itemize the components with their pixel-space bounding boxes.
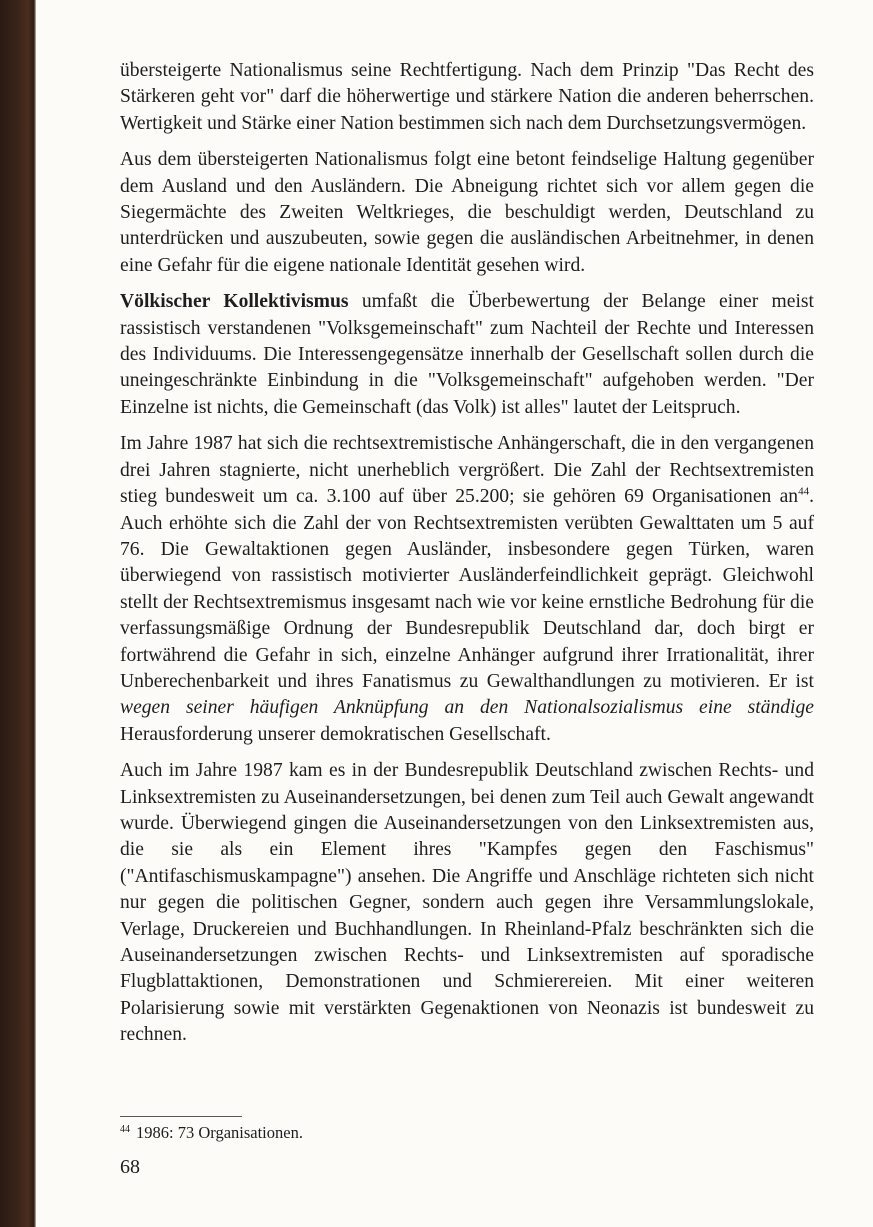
paragraph-text: . Auch erhöhte sich die Zahl der von Rechtsextremisten verübten Gewalttaten um 5 auf 76. Die Gewaltaktionen gegen Ausländer, insbesondere gegen Türken, waren überwiegend von rassistisch motivierter Ausländerfeindlichkeit geprägt. Gleichwohl stellt der Rechtsextremismus insgesamt nach wie vor keine ernstliche Bedrohung für die verfassungsmäßige Ordnung der Bundesrepublik Deutschland dar, doch birgt er fortwährend die Gefahr in sich, einzelne Anhänger aufgrund ihrer Irrationalität, ihrer Unberechenbarkeit und ihres Fanatismus zu Gewalthandlungen zu motivieren. Er ist [120, 486, 814, 692]
paragraph-nationalism-justification: übersteigerte Nationalismus seine Rechtfertigung. Nach dem Prinzip "Das Recht des Stärkeren geht vor" darf die höherwertige und stärkere Nation die anderen beherrschen. Wertigkeit und Stärke einer Nation bestimmen sich nach dem Durchsetzungsvermögen. [120, 60, 814, 134]
paragraph-text: Im Jahre 1987 hat sich die rechtsextremistische Anhängerschaft, die in den vergangenen drei Jahren stagnierte, nicht unerheblich vergrößert. Die Zahl der Rechtsextremisten stieg bundesweit um ca. 3.100 auf über 25.200; sie gehören 69 Organisationen an [120, 433, 814, 508]
footnote-marker: 44 [120, 1123, 130, 1135]
italic-emphasis: wegen seiner häufigen Anknüpfung an den Nationalsozialismus eine ständige [120, 697, 814, 719]
page-number: 68 [120, 1156, 140, 1178]
footnote-reference: 44 [798, 485, 810, 498]
paragraph-1987-statistics [120, 431, 814, 748]
book-binding-edge [0, 0, 36, 1227]
footnote [120, 1122, 814, 1144]
paragraph-text: umfaßt die Überbewertung der Belange einer meist rassistisch verstandenen "Volksgemeinschaft" zum Nachteil der Rechte und Interessen des Individuums. Die Interessengegensätze innerhalb der Gesellschaft sollen durch die uneingeschränkte Einbindung in die "Volksgemeinschaft" aufgehoben werden. "Der Einzelne ist nichts, die Gemeinschaft (das Volk) ist alles" lautet der Leitspruch. [120, 291, 814, 418]
paragraph-voelkischer-kollektivismus [120, 289, 814, 421]
term-voelkischer-kollektivismus: Völkischer Kollektivismus [120, 291, 349, 313]
paragraph-text: Herausforderung unserer demokratischen Gesellschaft. [120, 723, 551, 745]
footnote-text: 1986: 73 Organisationen. [136, 1123, 303, 1142]
footnote-divider [120, 1116, 242, 1117]
page-body [120, 58, 814, 1059]
paragraph-hostility-foreigners: Aus dem übersteigerten Nationalismus folgt eine betont feindselige Haltung gegenüber dem Ausland und den Ausländern. Die Abneigung richtet sich vor allem gegen die Siegermächte des Zweiten Weltkrieges, die beschuldigt werden, Deutschland zu unterdrücken und auszubeuten, sowie gegen die ausländischen Arbeitnehmer, in denen eine Gefahr für die eigene nationale Identität gesehen wird. [120, 149, 814, 276]
paragraph-left-right-conflicts: Auch im Jahre 1987 kam es in der Bundesrepublik Deutschland zwischen Rechts- und Linksextremisten zu Auseinandersetzungen, bei denen zum Teil auch Gewalt angewandt wurde. Überwiegend gingen die Auseinandersetzungen von den Linksextremisten aus, die sie als ein Element ihres "Kampfes gegen den Faschismus" ("Antifaschismuskampagne") ansehen. Die Angriffe und Anschläge richteten sich nicht nur gegen die politischen Gegner, sondern auch gegen ihre Versammlungslokale, Verlage, Druckereien und Buchhandlungen. In Rheinland-Pfalz beschränkten sich die Auseinandersetzungen zwischen Rechts- und Linksextremisten auf sporadische Flugblattaktionen, Demonstrationen und Schmierereien. Mit einer weiteren Polarisierung sowie mit verstärkten Gegenaktionen von Neonazis ist bundesweit zu rechnen. [120, 760, 814, 1046]
